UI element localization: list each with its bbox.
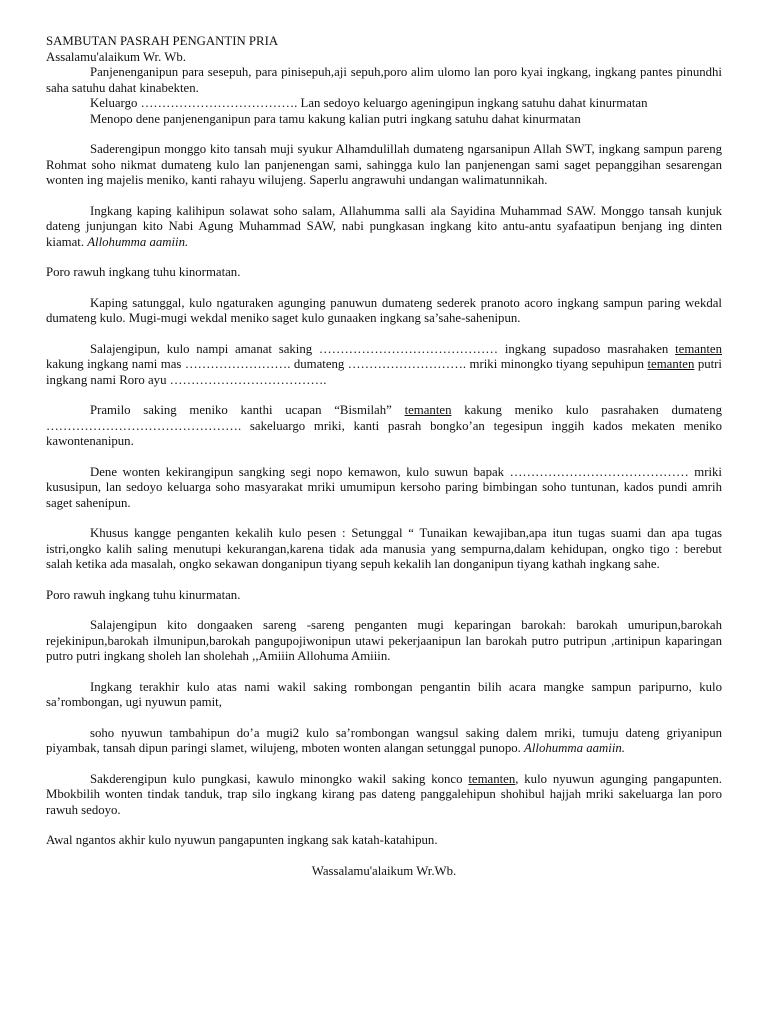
- paragraph-blessing: Salajengipun kito dongaaken sareng -sareng penganten mugi keparingan barokah: barokah umuripun,barokah rejekinipun,barokah ilmunipun,barokah pangupojiwonipun utawi pekerjaanipun lan barokah putro putripun ,artinipun kaparingan putro putri ingkang sholeh lan sholehah ,,Amiiin Allohuma Amiiin.: [46, 618, 722, 663]
- paragraph-address-1: Poro rawuh ingkang tuhu kinormatan.: [46, 265, 241, 279]
- handover-text-a: Pramilo saking meniko kanthi ucapan “Bismilah”: [90, 403, 405, 417]
- paragraph-thanks: Kaping satunggal, kulo ngaturaken agunging panuwun dumateng sederek pranoto acoro ingkang sampun paring wekdal dumateng kulo. Mugi-mugi wekdal meniko saget kulo gunaaken ingkang sa’sahe-sahenipun.: [46, 295, 722, 325]
- document-title: SAMBUTAN PASRAH PENGANTIN PRIA: [46, 34, 279, 48]
- prayer-closing: Allohumma aamiin.: [87, 234, 189, 249]
- mandate-text-c: putri ingkang nami Roro ayu ……………………………….: [46, 357, 722, 387]
- paragraph-elders: Panjenenganipun para sesepuh, para pinisepuh,aji sepuh,poro alim ulomo lan poro kyai ingkang, ingkang pantes pinundhi saha satuhu dahat kinabekten.: [46, 65, 722, 95]
- paragraph-safe-return: [46, 726, 722, 757]
- paragraph-guidance: Dene wonten kekirangipun sangking segi nopo kemawon, kulo suwun bapak …………………………………… mriki kususipun, lan sedoyo keluarga soho masyarakat mriki umumipun kersoho paring bimbingan soho tuntunan, kados pundi amrih saget sahenipun.: [46, 464, 722, 510]
- safe-return-text: soho nyuwun tambahipun do’a mugi2 kulo sa’rombongan wangsul saking dalem mriki, tumuju dateng griyanipun piyambak, tansah dipun paringi slamet, wilujeng, mboten wonten alangan setunggal punopo.: [46, 725, 722, 755]
- prayer-closing: Allohumma aamiin.: [524, 741, 625, 755]
- paragraph-advice: Khusus kangge penganten kekalih kulo pesen : Setunggal “ Tunaikan kewajiban,apa itun tugas suami dan apa tugas istri,ongko kalih saling menutupi kekurangan,karena tidak ada manusia yang sempurna,dalam kehidupan, ongko tigo : berebut salah ketika ada masalah, ongko sekawan donganipun tiyang sepuh kekalih lan donganipun tiyang kathah ingkang sahe.: [46, 526, 722, 571]
- apology-text-b: , kulo nyuwun agunging pangapunten. Mbokbilih wonten tindak tanduk, trap silo ingkang kirang pas dateng panggalehipun shohibul hajjah mriki sakeluarga lan poro rawuh sedoyo.: [46, 771, 722, 817]
- underlined-word: temanten: [404, 403, 452, 417]
- paragraph-mandate: [46, 342, 722, 389]
- apology-text-a: Sakderengipun kulo pungkasi, kawulo minongko wakil saking konco: [90, 771, 469, 786]
- paragraph-salawat: [46, 204, 722, 251]
- paragraph-guests: Menopo dene panjenenganipun para tamu kakung kalian putri ingkang satuhu dahat kinurmatan: [90, 111, 581, 126]
- salawat-text: Ingkang kaping kalihipun solawat soho salam, Allahumma salli ala Sayidina Muhammad SAW. Monggo tansah kunjuk dateng junjungan kito Nabi Agung Muhammad SAW, nabi pungkasan ingkang kito antu-antu syafaatipun benjang ing dinten kiamat.: [46, 203, 722, 249]
- underlined-word: temanten: [675, 341, 722, 356]
- paragraph-address-2: Poro rawuh ingkang tuhu kinurmatan.: [46, 587, 241, 602]
- document-page: [46, 34, 722, 879]
- mandate-text-a: Salajengipun, kulo nampi amanat saking …………………………………… ingkang supadoso masrahaken: [90, 341, 676, 356]
- handover-text-b: kakung meniko kulo pasrahaken dumateng ………………………………………. sakeluargo mriki, kanti pasrah bongko’an tegesipun inggih kados mekaten meniko kawontenanipun.: [46, 403, 722, 448]
- underlined-word: temanten: [647, 357, 695, 371]
- paragraph-farewell: Ingkang terakhir kulo atas nami wakil saking rombongan pengantin bilih acara mangke sampun paripurno, kulo sa’rombongan, ugi nyuwun pamit,: [46, 679, 722, 709]
- paragraph-handover: [46, 403, 722, 450]
- paragraph-final-apology: Awal ngantos akhir kulo nyuwun pangapunten ingkang sak katah-katahipun.: [46, 833, 438, 847]
- paragraph-family: Keluargo ………………………………. Lan sedoyo keluargo ageningipun ingkang satuhu dahat kinurmatan: [90, 96, 648, 110]
- paragraph-gratitude: Saderengipun monggo kito tansah muji syukur Alhamdulillah dumateng ngarsanipun Allah SWT, ingkang sampun pareng Rohmat soho nikmat dumateng kulo lan panjenengan sami, sahingga kulo lan panjenengan sami saget pepanggihan sesarengan wonten ing majelis meniko, kanti rahayu wilujeng. Saperlu angrawuhi undangan walimatunnikah.: [46, 142, 722, 187]
- underlined-word: temanten: [468, 771, 516, 786]
- mandate-text-b: kakung ingkang nami mas ……………………. dumateng ………………………. mriki minongko tiyang sepuhipun: [46, 357, 648, 371]
- paragraph-apology: [46, 772, 722, 819]
- closing-greeting: Wassalamu'alaikum Wr.Wb.: [311, 863, 457, 878]
- greeting: Assalamu'alaikum Wr. Wb.: [46, 49, 186, 64]
